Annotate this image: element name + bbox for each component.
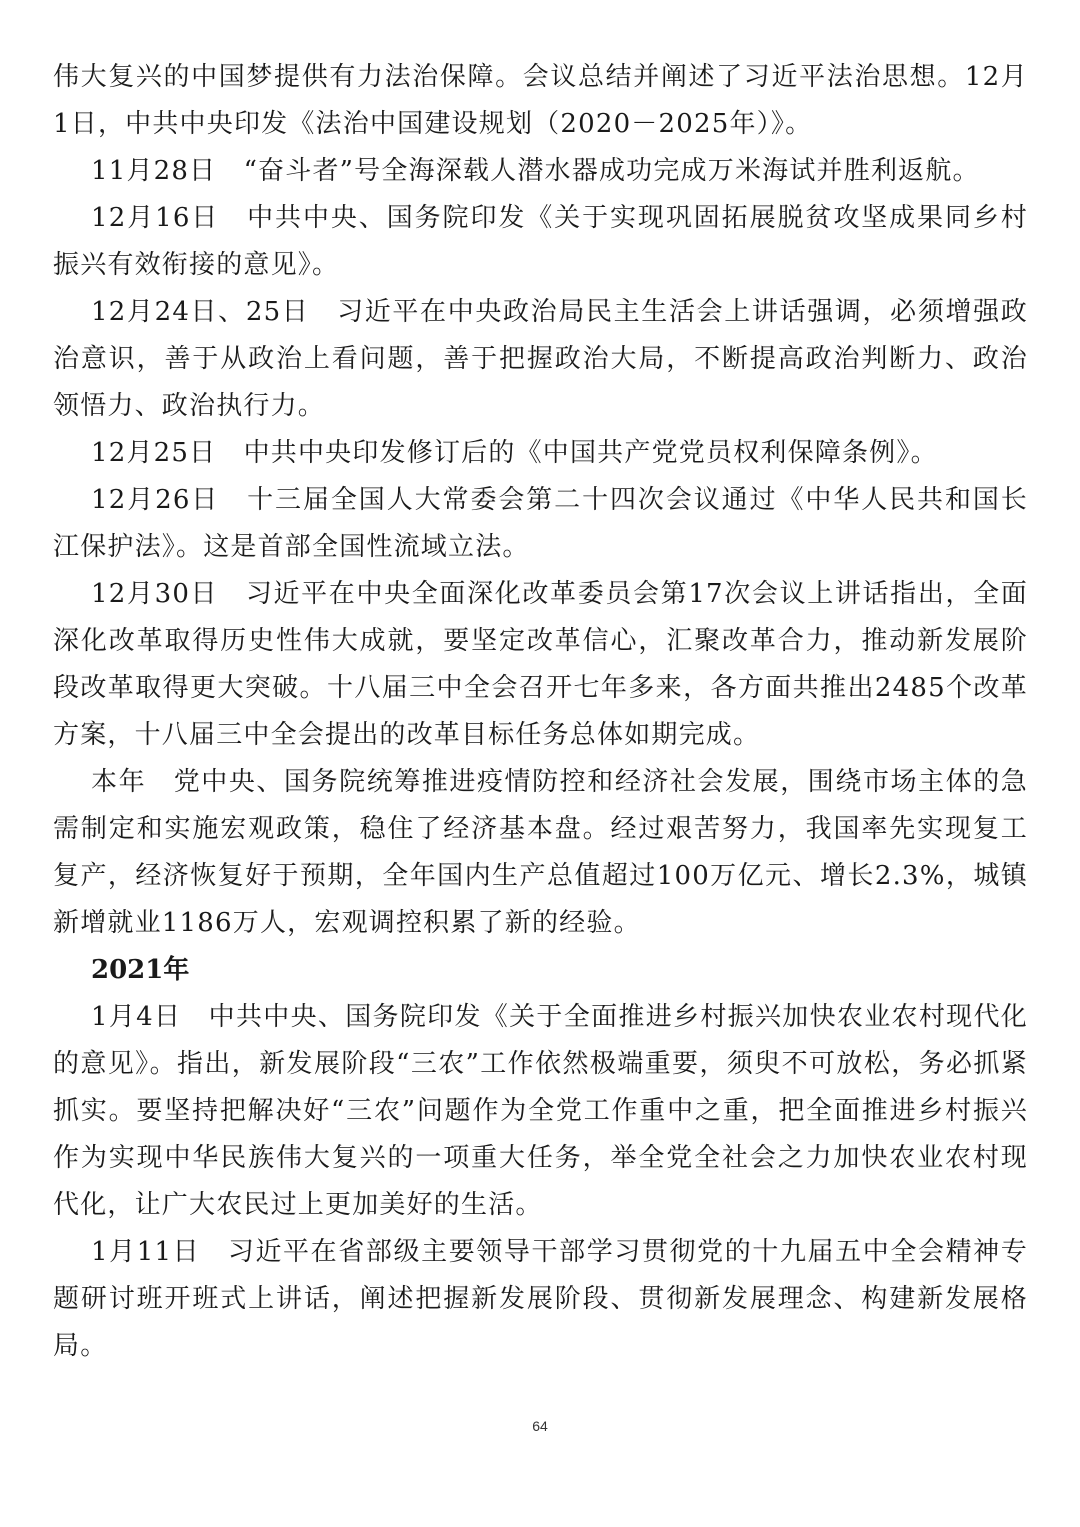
paragraph-jan-4: 1月4日 中共中央、国务院印发《关于全面推进乡村振兴加快农业农村现代化的意见》。指出，新发展阶段“三农”工作依然极端重要，须臾不可放松，务必抓紧抓实。要坚持把解决好“三农”问题作为全党工作重中之重，把全面推进乡村振兴作为实现中华民族伟大复兴的一项重大任务，举全党全社会之力加快农业农村现代化，让广大农民过上更加美好的生活。 [53,1002,1028,1220]
paragraph-dec-25: 12月25日 中共中央印发修订后的《中国共产党党员权利保障条例》。 [91,438,938,468]
paragraph-dec-24-25: 12月24日、25日 习近平在中央政治局民主生活会上讲话强调，必须增强政治意识，善于从政治上看问题，善于把握政治大局，不断提高政治判断力、政治领悟力、政治执行力。 [53,297,1028,421]
paragraph-dec-16: 12月16日 中共中央、国务院印发《关于实现巩固拓展脱贫攻坚成果同乡村振兴有效衔接的意见》。 [53,203,1028,280]
document-page [53,54,1028,1370]
paragraph-jan-11: 1月11日 习近平在省部级主要领导干部学习贯彻党的十九届五中全会精神专题研讨班开班式上讲话，阐述把握新发展阶段、贯彻新发展理念、构建新发展格局。 [53,1237,1028,1361]
paragraph-nov-28: 11月28日 “奋斗者”号全海深载人潜水器成功完成万米海试并胜利返航。 [91,156,980,186]
page-number: 64 [532,1418,548,1434]
paragraph-this-year: 本年 党中央、国务院统筹推进疫情防控和经济社会发展，围绕市场主体的急需制定和实施宏观政策，稳住了经济基本盘。经过艰苦努力，我国率先实现复工复产，经济恢复好于预期，全年国内生产总值超过100万亿元、增长2.3%，城镇新增就业1186万人，宏观调控积累了新的经验。 [53,767,1028,938]
paragraph-continuation: 伟大复兴的中国梦提供有力法治保障。会议总结并阐述了习近平法治思想。12月1日，中共中央印发《法治中国建设规划（2020－2025年）》。 [53,62,1028,139]
paragraph-dec-30: 12月30日 习近平在中央全面深化改革委员会第17次会议上讲话指出，全面深化改革取得历史性伟大成就，要坚定改革信心，汇聚改革合力，推动新发展阶段改革取得更大突破。十八届三中全会召开七年多来，各方面共推出2485个改革方案，十八届三中全会提出的改革目标任务总体如期完成。 [53,579,1028,750]
year-heading-2021: 2021年 [91,955,190,985]
paragraph-dec-26: 12月26日 十三届全国人大常委会第二十四次会议通过《中华人民共和国长江保护法》。这是首部全国性流域立法。 [53,485,1028,562]
